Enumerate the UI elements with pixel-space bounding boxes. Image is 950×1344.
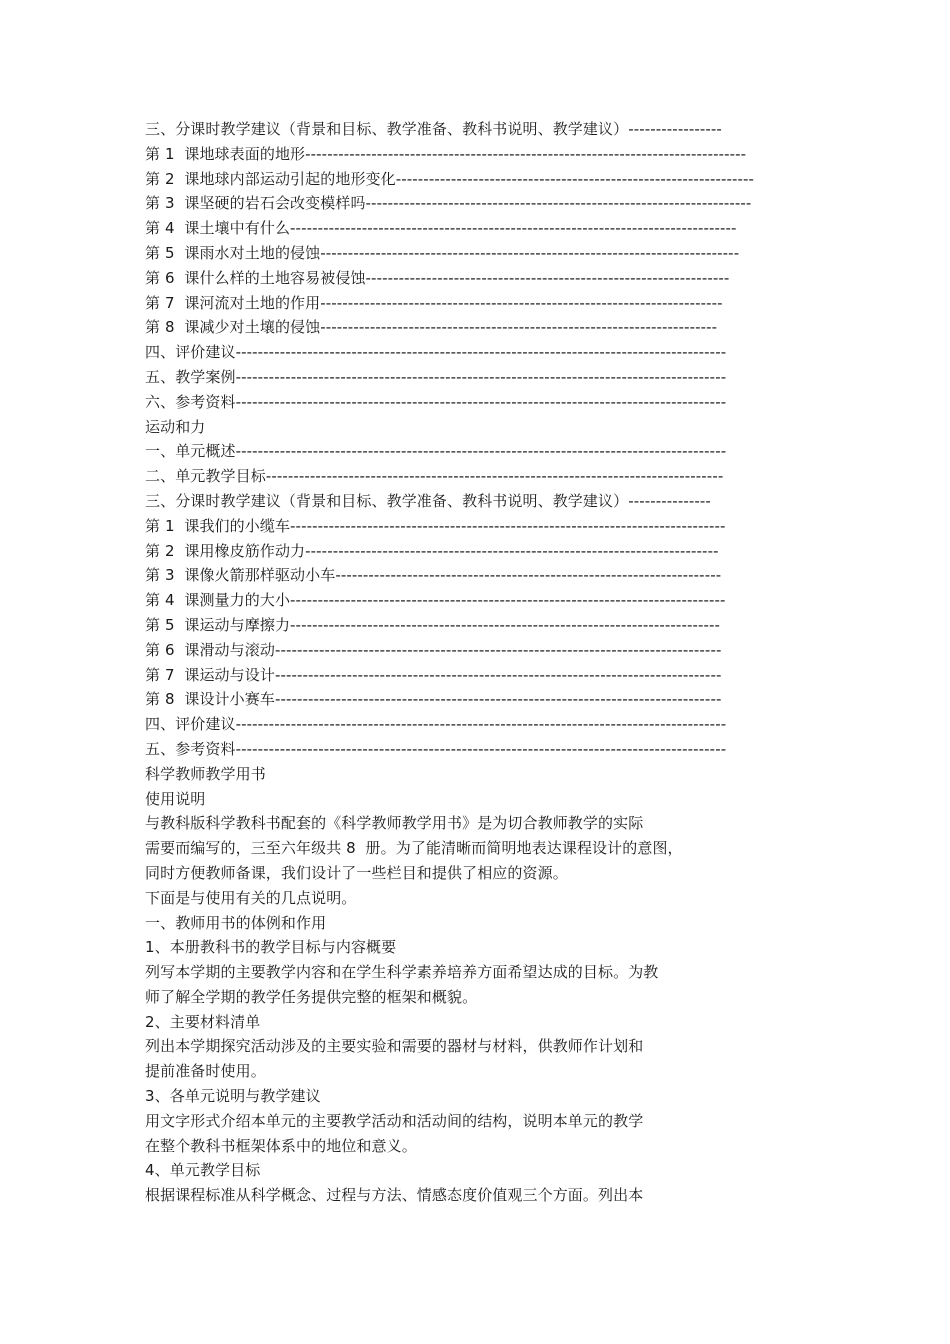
text-line: 使用说明 <box>145 789 206 808</box>
text-line: 第 7 课运动与设计--------------------------------------------------------------------------------- <box>145 665 722 684</box>
text-line: 2、主要材料清单 <box>145 1012 261 1031</box>
text-line: 根据课程标准从科学概念、过程与方法、情感态度价值观三个方面。列出本 <box>145 1186 644 1205</box>
text-line: 运动和力 <box>145 417 206 436</box>
text-line: 第 5 课运动与摩擦力------------------------------------------------------------------------------ <box>145 615 721 634</box>
text-line: 在整个教科书框架体系中的地位和意义。 <box>145 1136 417 1155</box>
text-line: 科学教师教学用书 <box>145 764 266 783</box>
text-line: 提前准备时使用。 <box>145 1062 266 1081</box>
text-line: 第 4 课土壤中有什么--------------------------------------------------------------------------------- <box>145 219 737 238</box>
text-line: 同时方便教师备课，我们设计了一些栏目和提供了相应的资源。 <box>145 863 568 882</box>
text-line: 一、教师用书的体例和作用 <box>145 913 327 932</box>
text-line: 第 8 课设计小赛车--------------------------------------------------------------------------------- <box>145 690 722 709</box>
text-line: 第 2 课地球内部运动引起的地形变化----------------------------------------------------------------- <box>145 169 755 188</box>
text-line: 第 3 课坚硬的岩石会改变模样吗---------------------------------------------------------------------- <box>145 194 752 213</box>
text-line: 与教科版科学教科书配套的《科学教师教学用书》是为切合教师教学的实际 <box>145 814 644 833</box>
text-line: 六、参考资料----------------------------------------------------------------------------------------- <box>145 392 727 411</box>
text-line: 三、分课时教学建议（背景和目标、教学准备、教科书说明、教学建议）--------------- <box>145 491 711 510</box>
text-line: 五、教学案例----------------------------------------------------------------------------------------- <box>145 367 727 386</box>
text-line: 第 6 课什么样的土地容易被侵蚀------------------------------------------------------------------ <box>145 268 730 287</box>
document-page <box>145 117 785 1208</box>
text-line: 用文字形式介绍本单元的主要教学活动和活动间的结构，说明本单元的教学 <box>145 1111 644 1130</box>
text-line: 第 8 课减少对土壤的侵蚀------------------------------------------------------------------------ <box>145 318 718 337</box>
text-line: 第 1 课地球表面的地形-------------------------------------------------------------------------------- <box>145 144 747 163</box>
text-line: 1、本册教科书的教学目标与内容概要 <box>145 938 397 957</box>
text-line: 第 5 课雨水对土地的侵蚀---------------------------------------------------------------------------- <box>145 243 740 262</box>
text-line: 第 6 课滑动与滚动--------------------------------------------------------------------------------- <box>145 640 722 659</box>
text-line: 4、单元教学目标 <box>145 1161 261 1180</box>
text-line: 三、分课时教学建议（背景和目标、教学准备、教科书说明、教学建议）----------------- <box>145 120 722 138</box>
text-line: 列出本学期探究活动涉及的主要实验和需要的器材与材料，供教师作计划和 <box>145 1037 644 1056</box>
text-line: 师了解全学期的教学任务提供完整的框架和概貌。 <box>145 987 478 1006</box>
text-line: 一、单元概述----------------------------------------------------------------------------------------- <box>145 442 727 461</box>
text-line: 列写本学期的主要教学内容和在学生科学素养培养方面希望达成的目标。为教 <box>145 963 659 982</box>
text-line: 第 1 课我们的小缆车------------------------------------------------------------------------------- <box>145 516 726 535</box>
text-line: 第 7 课河流对土地的作用------------------------------------------------------------------------- <box>145 293 723 312</box>
text-line: 五、参考资料----------------------------------------------------------------------------------------- <box>145 739 727 758</box>
text-line: 第 2 课用橡皮筋作动力--------------------------------------------------------------------------- <box>145 541 719 560</box>
text-line: 第 4 课测量力的大小------------------------------------------------------------------------------- <box>145 591 726 610</box>
text-line: 3、各单元说明与教学建议 <box>145 1087 321 1106</box>
text-line: 下面是与使用有关的几点说明。 <box>145 888 357 907</box>
text-line: 二、单元教学目标----------------------------------------------------------------------------------- <box>145 467 724 486</box>
text-line: 第 3 课像火箭那样驱动小车---------------------------------------------------------------------- <box>145 566 722 585</box>
text-line: 需要而编写的，三至六年级共 8 册。为了能清晰而简明地表达课程设计的意图， <box>145 839 683 858</box>
text-line: 四、评价建议----------------------------------------------------------------------------------------- <box>145 343 727 362</box>
text-line: 四、评价建议----------------------------------------------------------------------------------------- <box>145 715 727 734</box>
